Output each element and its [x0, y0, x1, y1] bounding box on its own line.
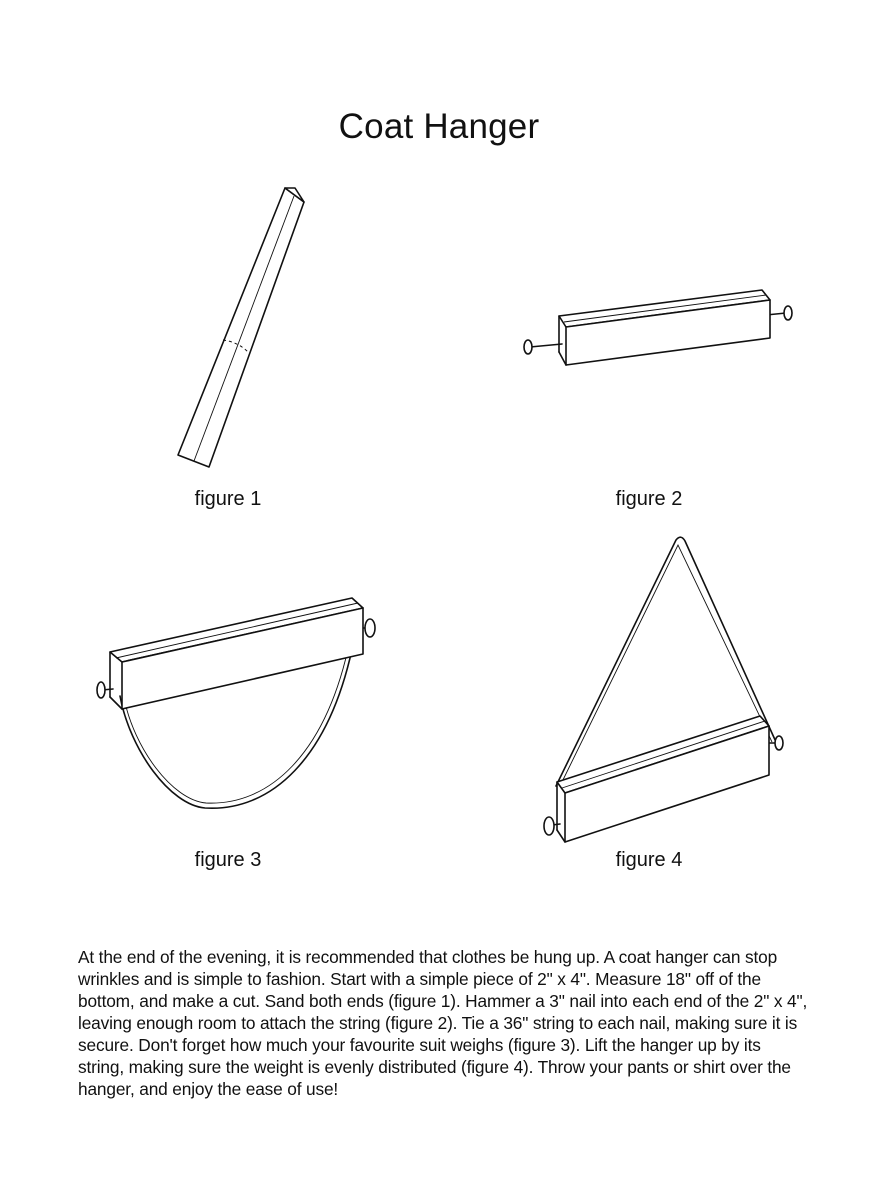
figure-1-caption: figure 1	[194, 488, 262, 510]
instructions-paragraph: At the end of the evening, it is recommended that clothes be hung up. A coat hanger can stop wrinkles and is simple to fashion. Start with a simple piece of 2" x 4". Measure 18" off of the bottom, and make a cut. Sand both ends (figure 1). Hammer a 3" nail into each end of the 2" x 4", leaving enough room to attach the string (figure 2). Tie a 36" string to each nail, making sure it is secure. Don't forget how much your favourite suit weighs (figure 3). Lift the hanger up by its string, making sure the weight is evenly distributed (figure 4). Throw your pants or shirt over the hanger, and enjoy the ease of use!	[78, 947, 808, 1100]
page-title: Coat Hanger	[338, 107, 540, 147]
figure-3-caption: figure 3	[194, 849, 262, 871]
figure-2-caption: figure 2	[615, 488, 683, 510]
figure-4-caption: figure 4	[615, 849, 683, 871]
